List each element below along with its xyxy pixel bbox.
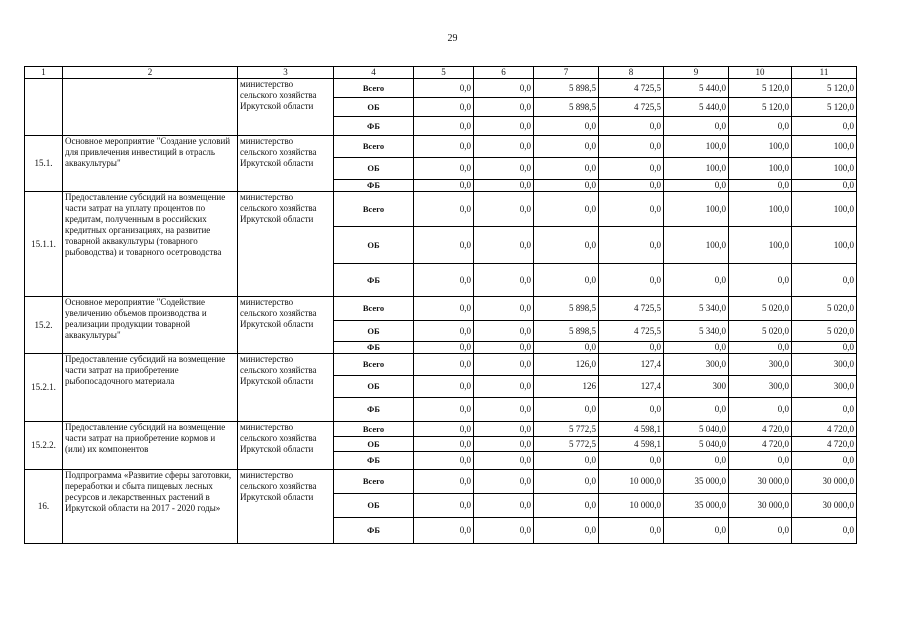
amount-cell-col10: 100,0 xyxy=(729,192,792,227)
amount-cell-col9: 0,0 xyxy=(664,264,729,297)
amount-cell-col10: 100,0 xyxy=(729,227,792,264)
amount-cell-col10: 4 720,0 xyxy=(729,437,792,452)
amount-cell-col5: 0,0 xyxy=(414,297,474,321)
amount-cell-col7: 0,0 xyxy=(534,117,599,136)
amount-cell-col11: 0,0 xyxy=(792,518,857,544)
item-name: Предоставление субсидий на возмещение части затрат на приобретение рыбопосадочного материала xyxy=(63,354,238,422)
funding-source: ОБ xyxy=(334,437,414,452)
amount-cell-col5: 0,0 xyxy=(414,98,474,117)
amount-cell-col7: 126 xyxy=(534,376,599,398)
amount-cell-col8: 0,0 xyxy=(599,452,664,470)
amount-cell-col5: 0,0 xyxy=(414,117,474,136)
amount-cell-col5: 0,0 xyxy=(414,264,474,297)
funding-source: ОБ xyxy=(334,494,414,518)
amount-cell-col11: 4 720,0 xyxy=(792,437,857,452)
item-name: Предоставление субсидий на возмещение части затрат на приобретение кормов и (или) их компонентов xyxy=(63,422,238,470)
amount-cell-col6: 0,0 xyxy=(474,437,534,452)
amount-cell-col7: 0,0 xyxy=(534,342,599,354)
table-row xyxy=(25,136,857,158)
funding-source: Всего xyxy=(334,470,414,494)
amount-cell-col9: 35 000,0 xyxy=(664,494,729,518)
funding-source: ОБ xyxy=(334,376,414,398)
responsible-executor: министерство сельского хозяйства Иркутской области xyxy=(238,422,334,470)
amount-cell-col7: 0,0 xyxy=(534,227,599,264)
table-row xyxy=(25,354,857,376)
amount-cell-col6: 0,0 xyxy=(474,518,534,544)
amount-cell-col5: 0,0 xyxy=(414,227,474,264)
funding-source: ОБ xyxy=(334,158,414,180)
amount-cell-col8: 0,0 xyxy=(599,342,664,354)
amount-cell-col7: 5 772,5 xyxy=(534,437,599,452)
amount-cell-col6: 0,0 xyxy=(474,452,534,470)
amount-cell-col5: 0,0 xyxy=(414,437,474,452)
amount-cell-col6: 0,0 xyxy=(474,180,534,192)
amount-cell-col11: 100,0 xyxy=(792,192,857,227)
funding-source: Всего xyxy=(334,136,414,158)
table-row xyxy=(25,470,857,494)
amount-cell-col6: 0,0 xyxy=(474,98,534,117)
amount-cell-col5: 0,0 xyxy=(414,342,474,354)
funding-source: ФБ xyxy=(334,180,414,192)
amount-cell-col6: 0,0 xyxy=(474,422,534,437)
amount-cell-col9: 100,0 xyxy=(664,192,729,227)
amount-cell-col5: 0,0 xyxy=(414,180,474,192)
funding-source: Всего xyxy=(334,422,414,437)
amount-cell-col5: 0,0 xyxy=(414,354,474,376)
amount-cell-col5: 0,0 xyxy=(414,470,474,494)
amount-cell-col8: 0,0 xyxy=(599,136,664,158)
amount-cell-col11: 100,0 xyxy=(792,158,857,180)
amount-cell-col7: 0,0 xyxy=(534,136,599,158)
funding-source: ФБ xyxy=(334,518,414,544)
amount-cell-col6: 0,0 xyxy=(474,470,534,494)
amount-cell-col8: 127,4 xyxy=(599,354,664,376)
amount-cell-col9: 0,0 xyxy=(664,398,729,422)
amount-cell-col10: 0,0 xyxy=(729,452,792,470)
amount-cell-col7: 5 898,5 xyxy=(534,98,599,117)
funding-source: ФБ xyxy=(334,342,414,354)
item-name: Основное мероприятие "Создание условий для привлечения инвестиций в отрасль аквакультуры" xyxy=(63,136,238,192)
amount-cell-col9: 5 340,0 xyxy=(664,297,729,321)
amount-cell-col8: 4 725,5 xyxy=(599,321,664,342)
amount-cell-col5: 0,0 xyxy=(414,136,474,158)
amount-cell-col10: 0,0 xyxy=(729,342,792,354)
amount-cell-col7: 0,0 xyxy=(534,158,599,180)
amount-cell-col9: 5 440,0 xyxy=(664,98,729,117)
item-name xyxy=(63,79,238,136)
amount-cell-col6: 0,0 xyxy=(474,158,534,180)
item-number xyxy=(25,79,63,136)
amount-cell-col11: 5 020,0 xyxy=(792,321,857,342)
funding-source: ОБ xyxy=(334,227,414,264)
page-number: 29 xyxy=(447,33,458,44)
amount-cell-col5: 0,0 xyxy=(414,321,474,342)
amount-cell-col7: 0,0 xyxy=(534,264,599,297)
amount-cell-col8: 0,0 xyxy=(599,180,664,192)
amount-cell-col6: 0,0 xyxy=(474,192,534,227)
funding-source: ОБ xyxy=(334,321,414,342)
amount-cell-col11: 300,0 xyxy=(792,376,857,398)
amount-cell-col10: 5 120,0 xyxy=(729,98,792,117)
item-number: 15.1. xyxy=(25,136,63,192)
amount-cell-col11: 0,0 xyxy=(792,452,857,470)
amount-cell-col8: 4 725,5 xyxy=(599,98,664,117)
amount-cell-col10: 5 020,0 xyxy=(729,297,792,321)
item-number: 16. xyxy=(25,470,63,544)
amount-cell-col10: 0,0 xyxy=(729,117,792,136)
amount-cell-col5: 0,0 xyxy=(414,518,474,544)
table-row xyxy=(25,297,857,321)
amount-cell-col9: 0,0 xyxy=(664,452,729,470)
amount-cell-col8: 0,0 xyxy=(599,192,664,227)
funding-source: ФБ xyxy=(334,452,414,470)
amount-cell-col7: 0,0 xyxy=(534,470,599,494)
item-name: Предоставление субсидий на возмещение части затрат на уплату процентов по кредитам, полученным в российских кредитных организациях, на развитие товарной аквакультуры (товарного рыбоводства) и товарного осетроводства xyxy=(63,192,238,297)
amount-cell-col9: 5 340,0 xyxy=(664,321,729,342)
amount-cell-col7: 0,0 xyxy=(534,398,599,422)
funding-source: ФБ xyxy=(334,398,414,422)
amount-cell-col7: 0,0 xyxy=(534,452,599,470)
amount-cell-col9: 100,0 xyxy=(664,227,729,264)
amount-cell-col11: 0,0 xyxy=(792,342,857,354)
amount-cell-col11: 100,0 xyxy=(792,227,857,264)
funding-source: Всего xyxy=(334,297,414,321)
amount-cell-col8: 4 598,1 xyxy=(599,437,664,452)
item-number: 15.2. xyxy=(25,297,63,354)
table-row xyxy=(25,192,857,227)
responsible-executor: министерство сельского хозяйства Иркутской области xyxy=(238,192,334,297)
amount-cell-col5: 0,0 xyxy=(414,79,474,98)
funding-source: ФБ xyxy=(334,264,414,297)
amount-cell-col10: 30 000,0 xyxy=(729,470,792,494)
amount-cell-col6: 0,0 xyxy=(474,264,534,297)
program-funding-table xyxy=(24,66,857,544)
amount-cell-col10: 4 720,0 xyxy=(729,422,792,437)
responsible-executor: министерство сельского хозяйства Иркутской области xyxy=(238,470,334,544)
amount-cell-col8: 0,0 xyxy=(599,398,664,422)
amount-cell-col9: 5 440,0 xyxy=(664,79,729,98)
responsible-executor: министерство сельского хозяйства Иркутской области xyxy=(238,79,334,136)
funding-source: ОБ xyxy=(334,98,414,117)
column-number-1: 1 xyxy=(25,67,63,79)
amount-cell-col6: 0,0 xyxy=(474,398,534,422)
amount-cell-col5: 0,0 xyxy=(414,494,474,518)
amount-cell-col11: 5 120,0 xyxy=(792,98,857,117)
table-row xyxy=(25,422,857,437)
amount-cell-col8: 10 000,0 xyxy=(599,470,664,494)
amount-cell-col11: 4 720,0 xyxy=(792,422,857,437)
amount-cell-col9: 5 040,0 xyxy=(664,422,729,437)
amount-cell-col9: 100,0 xyxy=(664,158,729,180)
amount-cell-col7: 5 898,5 xyxy=(534,321,599,342)
amount-cell-col10: 0,0 xyxy=(729,398,792,422)
amount-cell-col6: 0,0 xyxy=(474,136,534,158)
amount-cell-col8: 0,0 xyxy=(599,117,664,136)
amount-cell-col8: 127,4 xyxy=(599,376,664,398)
amount-cell-col11: 30 000,0 xyxy=(792,470,857,494)
amount-cell-col8: 0,0 xyxy=(599,227,664,264)
amount-cell-col10: 100,0 xyxy=(729,136,792,158)
amount-cell-col8: 4 725,5 xyxy=(599,297,664,321)
amount-cell-col8: 4 725,5 xyxy=(599,79,664,98)
column-number-10: 10 xyxy=(729,67,792,79)
column-number-7: 7 xyxy=(534,67,599,79)
amount-cell-col7: 5 772,5 xyxy=(534,422,599,437)
funding-source: Всего xyxy=(334,192,414,227)
amount-cell-col10: 0,0 xyxy=(729,180,792,192)
amount-cell-col11: 0,0 xyxy=(792,264,857,297)
amount-cell-col9: 0,0 xyxy=(664,180,729,192)
amount-cell-col11: 300,0 xyxy=(792,354,857,376)
amount-cell-col9: 5 040,0 xyxy=(664,437,729,452)
amount-cell-col6: 0,0 xyxy=(474,321,534,342)
amount-cell-col6: 0,0 xyxy=(474,117,534,136)
responsible-executor: министерство сельского хозяйства Иркутской области xyxy=(238,297,334,354)
column-number-11: 11 xyxy=(792,67,857,79)
amount-cell-col7: 0,0 xyxy=(534,494,599,518)
responsible-executor: министерство сельского хозяйства Иркутской области xyxy=(238,354,334,422)
amount-cell-col10: 0,0 xyxy=(729,264,792,297)
amount-cell-col10: 5 020,0 xyxy=(729,321,792,342)
amount-cell-col5: 0,0 xyxy=(414,376,474,398)
amount-cell-col8: 0,0 xyxy=(599,158,664,180)
column-number-3: 3 xyxy=(238,67,334,79)
amount-cell-col6: 0,0 xyxy=(474,79,534,98)
amount-cell-col7: 0,0 xyxy=(534,192,599,227)
amount-cell-col11: 30 000,0 xyxy=(792,494,857,518)
responsible-executor: министерство сельского хозяйства Иркутской области xyxy=(238,136,334,192)
amount-cell-col9: 300,0 xyxy=(664,354,729,376)
amount-cell-col9: 35 000,0 xyxy=(664,470,729,494)
amount-cell-col10: 300,0 xyxy=(729,376,792,398)
amount-cell-col9: 0,0 xyxy=(664,342,729,354)
amount-cell-col9: 0,0 xyxy=(664,518,729,544)
amount-cell-col9: 300 xyxy=(664,376,729,398)
amount-cell-col8: 0,0 xyxy=(599,518,664,544)
funding-source: Всего xyxy=(334,79,414,98)
amount-cell-col7: 5 898,5 xyxy=(534,297,599,321)
column-number-9: 9 xyxy=(664,67,729,79)
amount-cell-col8: 10 000,0 xyxy=(599,494,664,518)
table-row xyxy=(25,79,857,98)
amount-cell-col6: 0,0 xyxy=(474,297,534,321)
column-number-row xyxy=(25,67,857,79)
item-number: 15.1.1. xyxy=(25,192,63,297)
funding-source: Всего xyxy=(334,354,414,376)
amount-cell-col6: 0,0 xyxy=(474,227,534,264)
amount-cell-col7: 0,0 xyxy=(534,518,599,544)
amount-cell-col8: 4 598,1 xyxy=(599,422,664,437)
amount-cell-col5: 0,0 xyxy=(414,192,474,227)
amount-cell-col5: 0,0 xyxy=(414,422,474,437)
amount-cell-col11: 0,0 xyxy=(792,398,857,422)
amount-cell-col11: 0,0 xyxy=(792,117,857,136)
amount-cell-col5: 0,0 xyxy=(414,158,474,180)
amount-cell-col11: 0,0 xyxy=(792,180,857,192)
amount-cell-col10: 30 000,0 xyxy=(729,494,792,518)
column-number-6: 6 xyxy=(474,67,534,79)
amount-cell-col9: 100,0 xyxy=(664,136,729,158)
amount-cell-col9: 0,0 xyxy=(664,117,729,136)
column-number-5: 5 xyxy=(414,67,474,79)
column-number-4: 4 xyxy=(334,67,414,79)
amount-cell-col11: 5 020,0 xyxy=(792,297,857,321)
amount-cell-col10: 5 120,0 xyxy=(729,79,792,98)
amount-cell-col10: 300,0 xyxy=(729,354,792,376)
amount-cell-col6: 0,0 xyxy=(474,494,534,518)
amount-cell-col10: 0,0 xyxy=(729,518,792,544)
item-number: 15.2.2. xyxy=(25,422,63,470)
amount-cell-col10: 100,0 xyxy=(729,158,792,180)
column-number-2: 2 xyxy=(63,67,238,79)
amount-cell-col5: 0,0 xyxy=(414,398,474,422)
amount-cell-col5: 0,0 xyxy=(414,452,474,470)
item-name: Основное мероприятие "Содействие увеличению объемов производства и реализации продукции товарной аквакультуры" xyxy=(63,297,238,354)
item-name: Подпрограмма «Развитие сферы заготовки, переработки и сбыта пищевых лесных ресурсов и лекарственных растений в Иркутской области на 2017 - 2020 годы» xyxy=(63,470,238,544)
amount-cell-col6: 0,0 xyxy=(474,342,534,354)
column-number-8: 8 xyxy=(599,67,664,79)
amount-cell-col11: 5 120,0 xyxy=(792,79,857,98)
amount-cell-col7: 5 898,5 xyxy=(534,79,599,98)
amount-cell-col8: 0,0 xyxy=(599,264,664,297)
amount-cell-col6: 0,0 xyxy=(474,376,534,398)
item-number: 15.2.1. xyxy=(25,354,63,422)
amount-cell-col11: 100,0 xyxy=(792,136,857,158)
funding-source: ФБ xyxy=(334,117,414,136)
amount-cell-col7: 0,0 xyxy=(534,180,599,192)
amount-cell-col7: 126,0 xyxy=(534,354,599,376)
amount-cell-col6: 0,0 xyxy=(474,354,534,376)
